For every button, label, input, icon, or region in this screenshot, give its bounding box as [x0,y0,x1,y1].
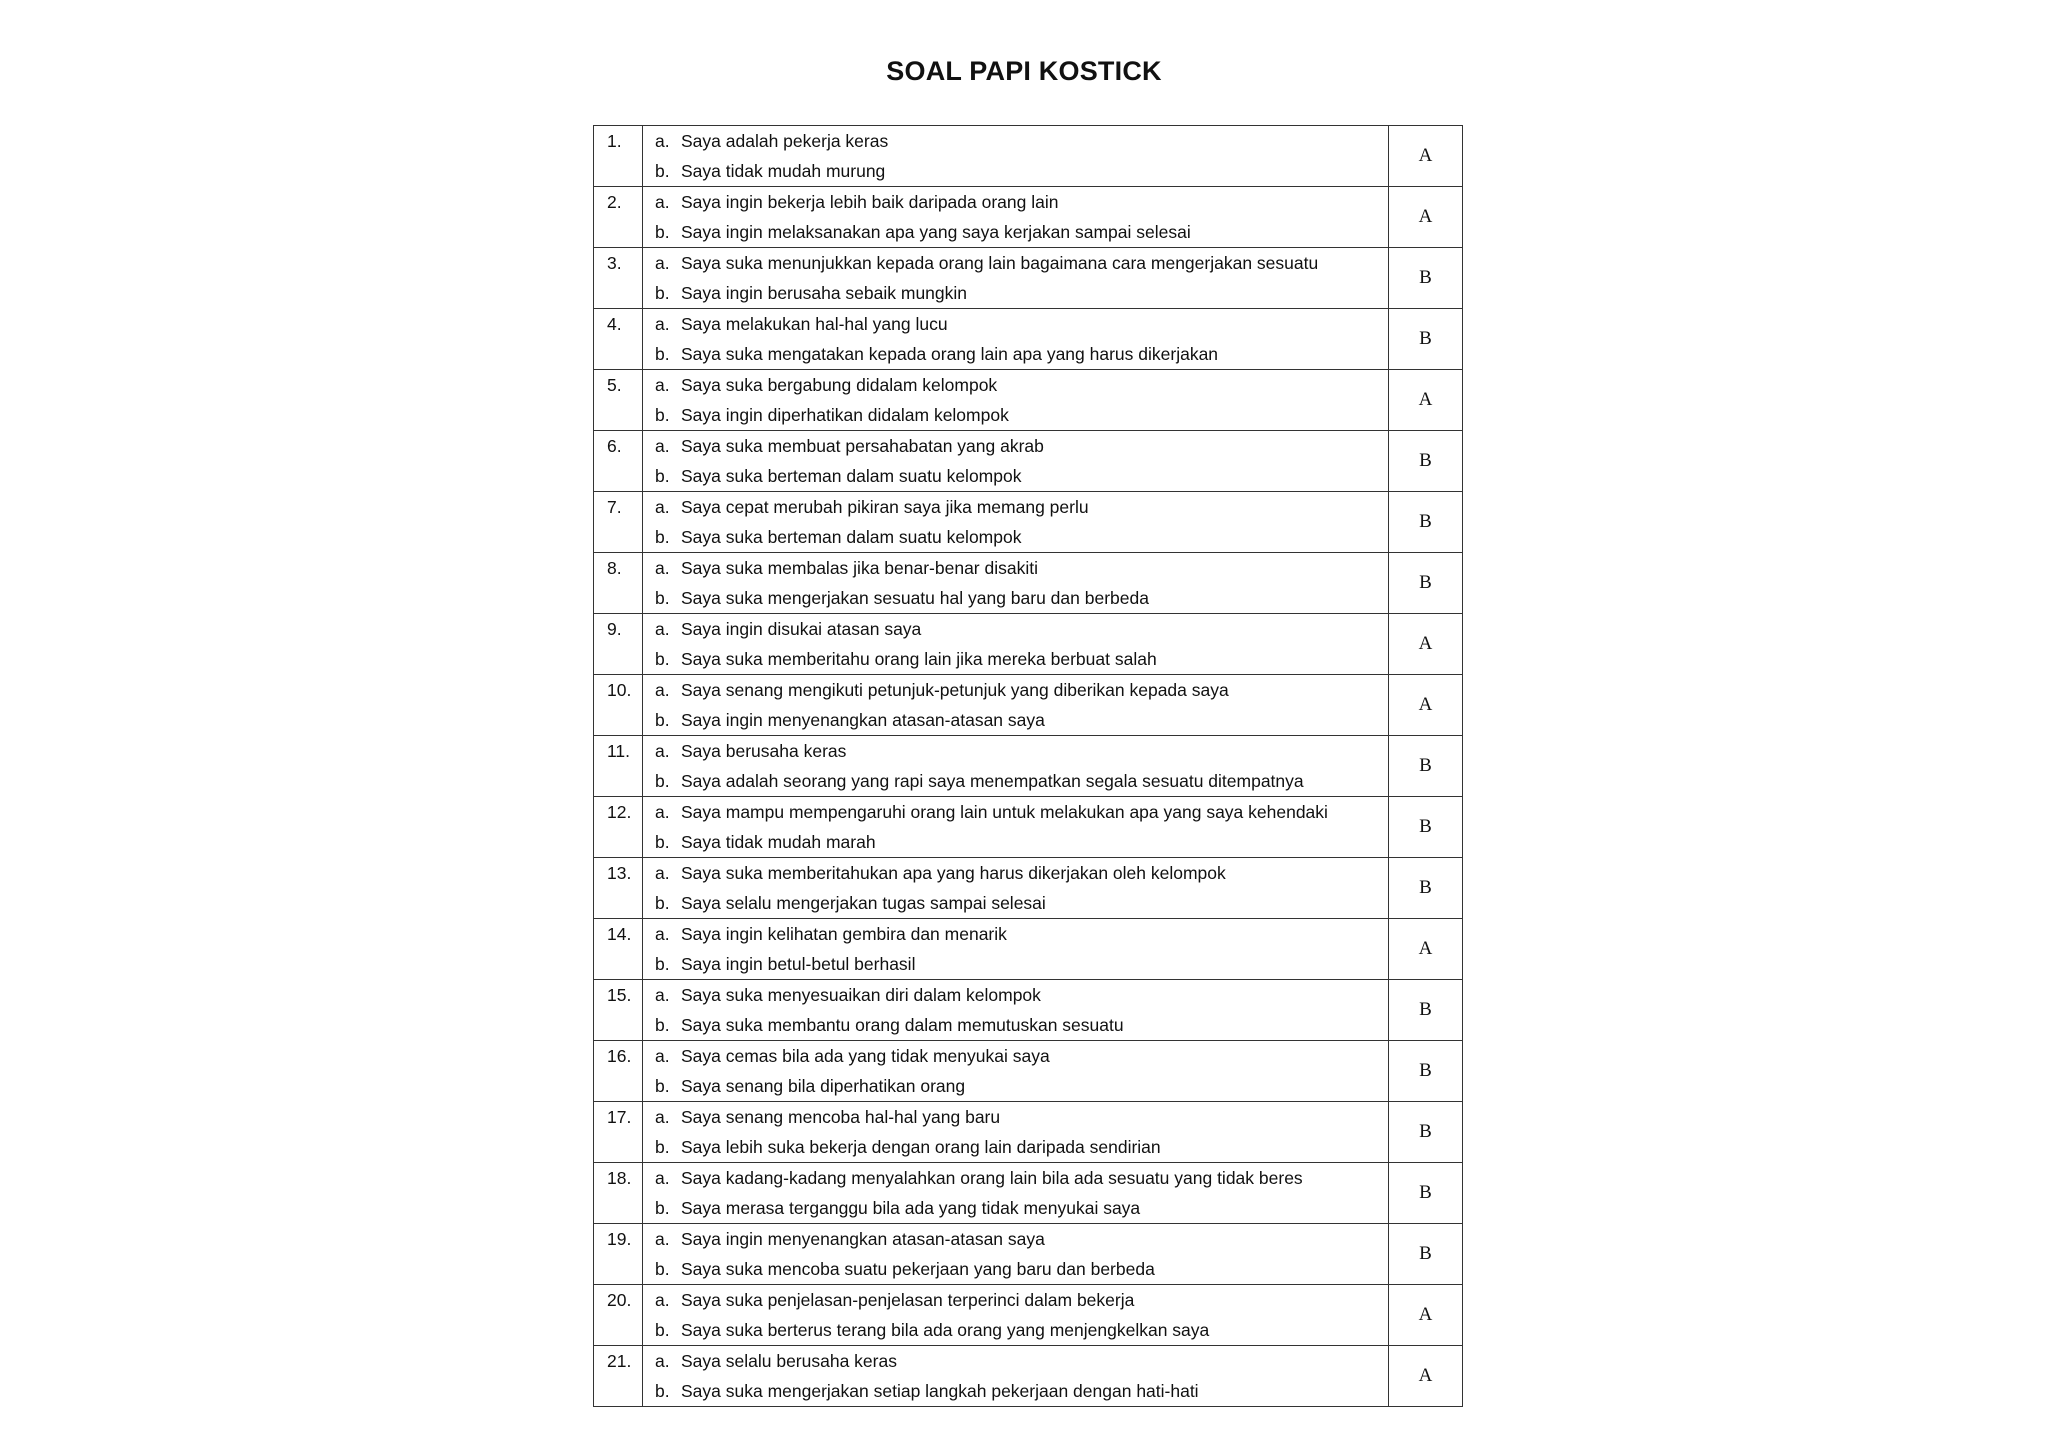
question-number: 4. [594,309,643,370]
option-letter-a: a. [655,802,670,822]
option-a-text: Saya melakukan hal-hal yang lucu [681,314,948,334]
option-a-text: Saya kadang-kadang menyalahkan orang lain bila ada sesuatu yang tidak beres [681,1168,1303,1188]
answer-cell: B [1389,431,1463,492]
option-a [643,492,1388,522]
question-number: 17. [594,1102,643,1163]
option-b [643,1315,1388,1345]
option-b-text: Saya merasa terganggu bila ada yang tidak menyukai saya [681,1198,1141,1218]
option-a-text: Saya ingin disukai atasan saya [681,619,922,639]
table-row [594,614,1463,675]
option-a-text: Saya cemas bila ada yang tidak menyukai saya [681,1046,1050,1066]
table-row [594,1346,1463,1407]
question-options [643,1041,1389,1102]
option-letter-a: a. [655,436,670,456]
option-a [643,1163,1388,1193]
option-b-text: Saya suka membantu orang dalam memutuskan sesuatu [681,1015,1124,1035]
option-a-text: Saya suka membalas jika benar-benar disakiti [681,558,1038,578]
option-letter-b: b. [655,161,670,181]
option-a [643,797,1388,827]
option-a [643,1224,1388,1254]
option-b [643,1193,1388,1223]
option-a [643,675,1388,705]
question-options [643,919,1389,980]
option-letter-a: a. [655,863,670,883]
option-a [643,1346,1388,1376]
option-a-text: Saya suka menunjukkan kepada orang lain bagaimana cara mengerjakan sesuatu [681,253,1319,273]
answer-cell: A [1389,614,1463,675]
option-letter-a: a. [655,131,670,151]
option-b-text: Saya ingin betul-betul berhasil [681,954,916,974]
answer-cell: B [1389,1102,1463,1163]
option-a-text: Saya suka penjelasan-penjelasan terperinci dalam bekerja [681,1290,1135,1310]
option-a [643,248,1388,278]
answer-cell: B [1389,309,1463,370]
table-row [594,736,1463,797]
question-options [643,1285,1389,1346]
answer-cell: B [1389,797,1463,858]
table-row [594,370,1463,431]
option-b-text: Saya lebih suka bekerja dengan orang lain daripada sendirian [681,1137,1161,1157]
option-a-text: Saya suka menyesuaikan diri dalam kelompok [681,985,1041,1005]
option-a [643,309,1388,339]
question-options [643,1224,1389,1285]
table-row [594,980,1463,1041]
question-number: 20. [594,1285,643,1346]
option-b [643,217,1388,247]
table-row [594,309,1463,370]
option-b-text: Saya suka mencoba suatu pekerjaan yang baru dan berbeda [681,1259,1155,1279]
table-row [594,126,1463,187]
option-b [643,461,1388,491]
question-number: 11. [594,736,643,797]
option-b [643,400,1388,430]
answer-cell: B [1389,736,1463,797]
question-number: 1. [594,126,643,187]
page-title: SOAL PAPI KOSTICK [886,56,1162,86]
option-b-text: Saya ingin diperhatikan didalam kelompok [681,405,1009,425]
option-b-text: Saya suka mengerjakan setiap langkah pekerjaan dengan hati-hati [681,1381,1199,1401]
option-a [643,1102,1388,1132]
option-b [643,339,1388,369]
table-row [594,1041,1463,1102]
option-letter-a: a. [655,1168,670,1188]
question-options [643,980,1389,1041]
option-b [643,156,1388,186]
option-b-text: Saya selalu mengerjakan tugas sampai selesai [681,893,1046,913]
question-options [643,126,1389,187]
question-number: 21. [594,1346,643,1407]
option-letter-b: b. [655,710,670,730]
option-a-text: Saya berusaha keras [681,741,847,761]
question-options [643,187,1389,248]
option-b-text: Saya senang bila diperhatikan orang [681,1076,966,1096]
answer-cell: B [1389,1224,1463,1285]
option-letter-b: b. [655,1015,670,1035]
table-row [594,248,1463,309]
option-b [643,522,1388,552]
question-options [643,736,1389,797]
question-number: 5. [594,370,643,431]
option-a-text: Saya adalah pekerja keras [681,131,889,151]
option-b [643,1132,1388,1162]
question-number: 14. [594,919,643,980]
table-row [594,553,1463,614]
option-letter-b: b. [655,466,670,486]
question-table-body [594,126,1463,1407]
option-letter-a: a. [655,741,670,761]
option-letter-b: b. [655,1381,670,1401]
answer-cell: B [1389,553,1463,614]
question-number: 10. [594,675,643,736]
option-a [643,736,1388,766]
option-letter-b: b. [655,1320,670,1340]
option-a [643,370,1388,400]
answer-cell: B [1389,980,1463,1041]
option-b-text: Saya suka memberitahu orang lain jika mereka berbuat salah [681,649,1157,669]
option-a-text: Saya suka memberitahukan apa yang harus dikerjakan oleh kelompok [681,863,1226,883]
question-number: 13. [594,858,643,919]
answer-cell: B [1389,492,1463,553]
answer-cell: A [1389,675,1463,736]
option-a-text: Saya mampu mempengaruhi orang lain untuk melakukan apa yang saya kehendaki [681,802,1328,822]
option-a [643,187,1388,217]
option-letter-b: b. [655,954,670,974]
option-a-text: Saya senang mengikuti petunjuk-petunjuk yang diberikan kepada saya [681,680,1229,700]
question-number: 15. [594,980,643,1041]
option-a-text: Saya selalu berusaha keras [681,1351,897,1371]
option-letter-a: a. [655,619,670,639]
option-a [643,614,1388,644]
question-table [593,125,1463,1407]
option-a [643,431,1388,461]
table-row [594,797,1463,858]
question-options [643,248,1389,309]
answer-cell: B [1389,1041,1463,1102]
option-a [643,919,1388,949]
option-letter-a: a. [655,1046,670,1066]
option-b-text: Saya ingin berusaha sebaik mungkin [681,283,968,303]
option-a-text: Saya ingin bekerja lebih baik daripada orang lain [681,192,1059,212]
question-options [643,797,1389,858]
question-options [643,1102,1389,1163]
option-letter-b: b. [655,649,670,669]
option-letter-b: b. [655,588,670,608]
option-a [643,126,1388,156]
option-b [643,1010,1388,1040]
question-number: 8. [594,553,643,614]
table-row [594,187,1463,248]
table-row [594,1224,1463,1285]
answer-cell: B [1389,1163,1463,1224]
question-options [643,370,1389,431]
question-number: 9. [594,614,643,675]
option-letter-a: a. [655,1290,670,1310]
table-row [594,492,1463,553]
option-a-text: Saya senang mencoba hal-hal yang baru [681,1107,1001,1127]
option-b [643,827,1388,857]
option-a-text: Saya ingin menyenangkan atasan-atasan saya [681,1229,1045,1249]
option-a [643,553,1388,583]
option-letter-a: a. [655,497,670,517]
option-b-text: Saya suka mengerjakan sesuatu hal yang baru dan berbeda [681,588,1149,608]
option-letter-a: a. [655,375,670,395]
option-letter-b: b. [655,1137,670,1157]
question-number: 19. [594,1224,643,1285]
question-options [643,1346,1389,1407]
question-number: 16. [594,1041,643,1102]
option-b [643,705,1388,735]
option-a [643,858,1388,888]
answer-cell: A [1389,370,1463,431]
option-b [643,888,1388,918]
option-letter-b: b. [655,1259,670,1279]
question-options [643,1163,1389,1224]
table-row [594,858,1463,919]
option-b [643,949,1388,979]
answer-cell: A [1389,187,1463,248]
question-number: 2. [594,187,643,248]
table-row [594,1163,1463,1224]
question-number: 18. [594,1163,643,1224]
table-row [594,1285,1463,1346]
option-letter-a: a. [655,192,670,212]
question-number: 6. [594,431,643,492]
question-options [643,431,1389,492]
option-letter-a: a. [655,1351,670,1371]
option-letter-a: a. [655,253,670,273]
question-number: 7. [594,492,643,553]
option-letter-a: a. [655,558,670,578]
option-b [643,1254,1388,1284]
answer-cell: A [1389,1285,1463,1346]
option-letter-b: b. [655,283,670,303]
option-b-text: Saya suka berterus terang bila ada orang yang menjengkelkan saya [681,1320,1210,1340]
option-b [643,278,1388,308]
option-letter-b: b. [655,893,670,913]
question-options [643,492,1389,553]
table-row [594,919,1463,980]
option-b-text: Saya suka mengatakan kepada orang lain apa yang harus dikerjakan [681,344,1219,364]
option-a-text: Saya ingin kelihatan gembira dan menarik [681,924,1007,944]
option-letter-b: b. [655,771,670,791]
question-options [643,675,1389,736]
option-b [643,766,1388,796]
option-b-text: Saya adalah seorang yang rapi saya menempatkan segala sesuatu ditempatnya [681,771,1304,791]
option-b [643,583,1388,613]
option-letter-a: a. [655,924,670,944]
table-row [594,675,1463,736]
option-b-text: Saya suka berteman dalam suatu kelompok [681,527,1022,547]
option-letter-a: a. [655,680,670,700]
option-b-text: Saya suka berteman dalam suatu kelompok [681,466,1022,486]
question-options [643,858,1389,919]
option-letter-b: b. [655,832,670,852]
option-b-text: Saya ingin melaksanakan apa yang saya kerjakan sampai selesai [681,222,1191,242]
table-row [594,431,1463,492]
option-a [643,1285,1388,1315]
option-letter-a: a. [655,1229,670,1249]
option-letter-a: a. [655,1107,670,1127]
question-number: 12. [594,797,643,858]
option-b [643,644,1388,674]
option-letter-b: b. [655,527,670,547]
option-a-text: Saya cepat merubah pikiran saya jika memang perlu [681,497,1089,517]
table-row [594,1102,1463,1163]
option-letter-b: b. [655,1198,670,1218]
question-options [643,553,1389,614]
option-b-text: Saya ingin menyenangkan atasan-atasan saya [681,710,1045,730]
answer-cell: B [1389,248,1463,309]
option-b [643,1071,1388,1101]
option-letter-b: b. [655,405,670,425]
option-a-text: Saya suka membuat persahabatan yang akrab [681,436,1044,456]
option-b-text: Saya tidak mudah murung [681,161,886,181]
option-letter-a: a. [655,985,670,1005]
option-letter-a: a. [655,314,670,334]
option-b [643,1376,1388,1406]
question-options [643,614,1389,675]
option-letter-b: b. [655,344,670,364]
question-number: 3. [594,248,643,309]
option-letter-b: b. [655,222,670,242]
option-letter-b: b. [655,1076,670,1096]
answer-cell: A [1389,919,1463,980]
question-options [643,309,1389,370]
option-a-text: Saya suka bergabung didalam kelompok [681,375,998,395]
answer-cell: B [1389,858,1463,919]
answer-cell: A [1389,126,1463,187]
option-a [643,1041,1388,1071]
option-b-text: Saya tidak mudah marah [681,832,876,852]
option-a [643,980,1388,1010]
answer-cell: A [1389,1346,1463,1407]
